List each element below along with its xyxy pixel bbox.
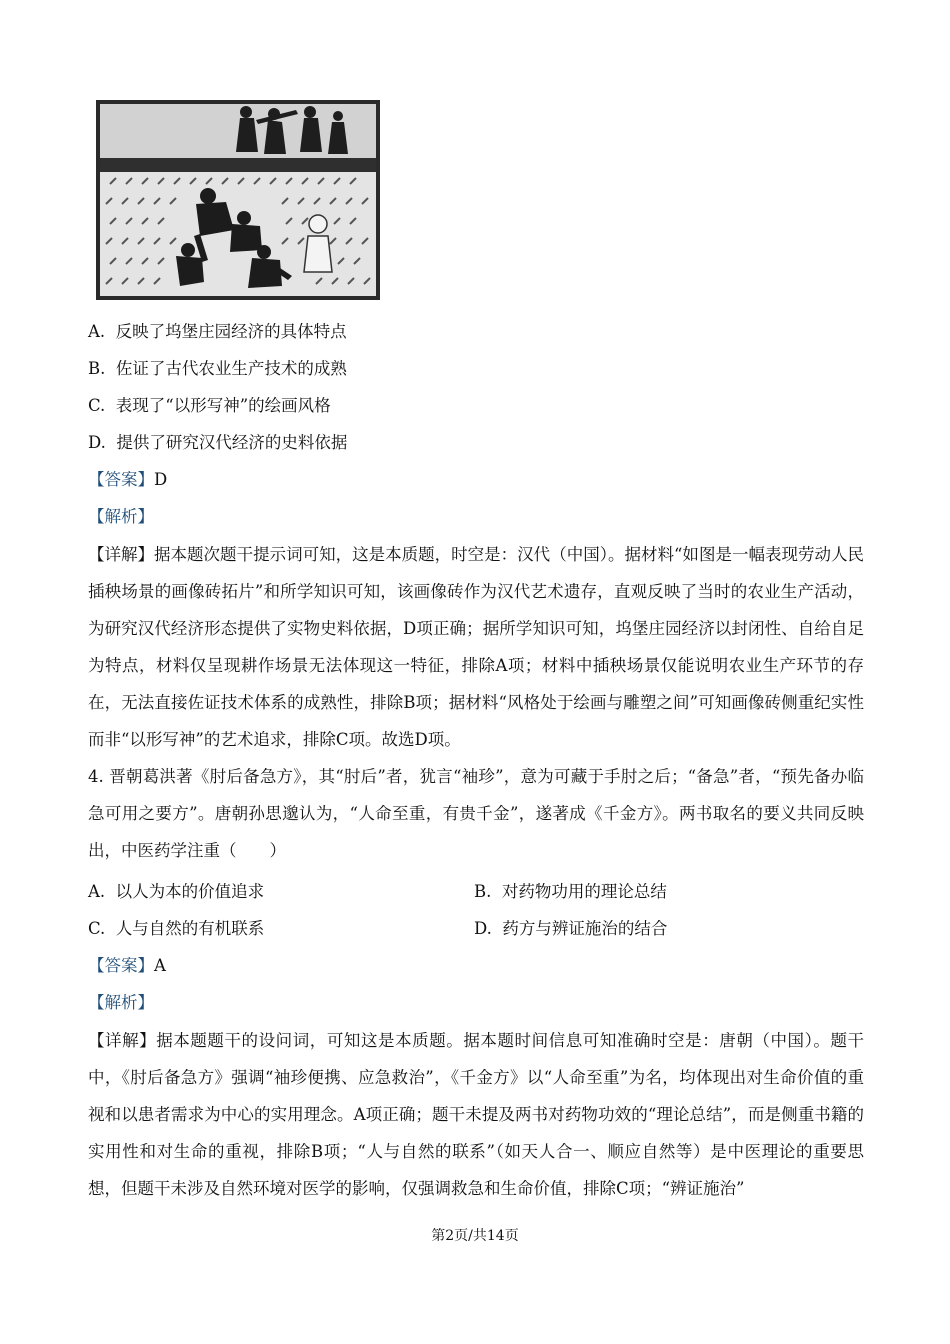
option-label: A. <box>88 322 106 341</box>
q3-option-d <box>88 432 347 454</box>
answer-tag: 【答案】 <box>88 470 154 489</box>
option-label: D. <box>88 433 106 452</box>
option-label: C. <box>88 396 106 415</box>
q3-analysis-heading <box>88 506 154 528</box>
option-text: 提供了研究汉代经济的史料依据 <box>116 433 348 452</box>
q4-option-d <box>474 918 667 940</box>
option-text: 表现了“以形写神”的绘画风格 <box>115 396 331 415</box>
detail-tag: 【详解】 <box>88 545 155 564</box>
option-text: 人与自然的有机联系 <box>115 919 265 938</box>
option-text: 对药物功用的理论总结 <box>501 882 667 901</box>
q3-option-c <box>88 395 331 417</box>
q4-analysis-heading <box>88 992 154 1014</box>
option-label: C. <box>88 919 106 938</box>
option-label: B. <box>88 359 106 378</box>
q3-option-a <box>88 321 347 343</box>
detail-text: 据本题次题干提示词可知，这是本质题，时空是：汉代（中国）。据材料“如图是一幅表现劳动人民插秧场景的画像砖拓片”和所学知识可知，该画像砖作为汉代艺术遗存，直观反映了当时的农业生产活动，为研究汉代经济形态提供了实物史料依据，D项正确；据所学知识可知，坞堡庄园经济以封闭性、自给自足为特点，材料仅呈现耕作场景无法体现这一特征，排除A项；材料中插秧场景仅能说明农业生产环节的存在，无法直接佐证技术体系的成熟性，排除B项；据材料“风格处于绘画与雕塑之间”可知画像砖侧重纪实性而非“以形写神”的艺术追求，排除C项。故选D项。 <box>88 545 865 749</box>
q4-option-c <box>88 918 264 940</box>
option-text: 佐证了古代农业生产技术的成熟 <box>115 359 347 378</box>
option-label: A. <box>88 882 106 901</box>
q3-option-b <box>88 358 347 380</box>
rubbing-image <box>96 100 380 300</box>
detail-text: 据本题题干的设问词，可知这是本质题。据本题时间信息可知准确时空是：唐朝（中国）。题干中，《肘后备急方》强调“袖珍便携、应急救治”，《千金方》以“人命至重”为名，均体现出对生命价值的重视和以患者需求为中心的实用理念。A项正确；题干未提及两书对药物功效的“理论总结”，而是侧重书籍的实用性和对生命的重视，排除B项；“人与自然的联系”（如天人合一、顺应自然等）是中医理论的重要思想，但题干未涉及自然环境对医学的影响，仅强调救急和生命价值，排除C项；“辨证施治” <box>88 1031 865 1198</box>
answer-value: D <box>154 470 168 489</box>
page-number-footer: 第2页/共14页 <box>431 1228 519 1244</box>
detail-tag: 【详解】 <box>88 1031 157 1050</box>
analysis-tag: 【解析】 <box>88 507 154 526</box>
q4-stem: 4. 晋朝葛洪著《肘后备急方》，其“肘后”者，犹言“袖珍”，意为可藏于手肘之后；“备急”者，“预先备办临急可用之要方”。唐朝孙思邈认为，“人命至重，有贵千金”，遂著成《千金方》。两书取名的要义共同反映出，中医药学注重（ ） <box>88 767 864 860</box>
option-text: 药方与辨证施治的结合 <box>502 919 668 938</box>
option-text: 以人为本的价值追求 <box>115 882 265 901</box>
q3-detail <box>88 536 864 758</box>
q4-option-a <box>88 881 264 903</box>
planting-scene-rubbing <box>96 100 380 300</box>
analysis-tag: 【解析】 <box>88 993 154 1012</box>
q4-detail <box>88 1022 864 1207</box>
q4-answer <box>88 955 166 977</box>
option-label: D. <box>474 919 492 938</box>
answer-tag: 【答案】 <box>88 956 154 975</box>
option-text: 反映了坞堡庄园经济的具体特点 <box>115 322 347 341</box>
option-label: B. <box>474 882 492 901</box>
answer-value: A <box>154 956 166 975</box>
q3-answer <box>88 469 167 491</box>
q4-option-b <box>474 881 667 903</box>
